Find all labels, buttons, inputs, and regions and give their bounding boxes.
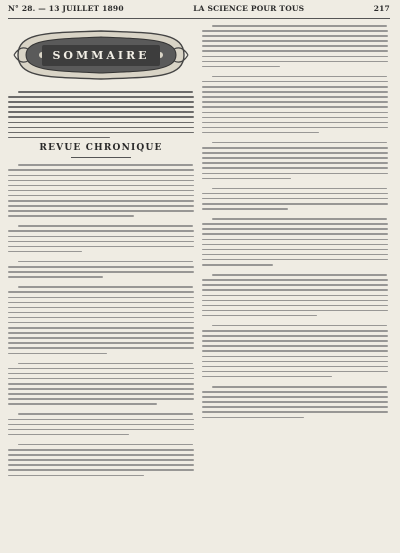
text-line [8, 127, 194, 129]
text-line [202, 35, 388, 37]
text-line [202, 96, 388, 98]
journal-title: LA SCIENCE POUR TOUS [193, 4, 305, 13]
text-line [202, 233, 388, 235]
text-line [202, 361, 388, 363]
text-line [202, 203, 388, 205]
text-line [202, 249, 388, 251]
text-line [202, 117, 388, 119]
text-line [8, 307, 194, 309]
text-line [202, 401, 388, 403]
text-line [202, 315, 317, 317]
text-line [18, 261, 193, 263]
text-line [202, 61, 388, 63]
text-line [202, 167, 388, 169]
text-line [8, 210, 194, 212]
text-line [8, 302, 194, 304]
text-line [8, 297, 194, 299]
text-line [8, 434, 129, 436]
text-line [8, 190, 194, 192]
columns [8, 25, 390, 553]
text-line [8, 424, 194, 426]
text-line [8, 132, 194, 134]
text-line [212, 142, 387, 144]
text-line [202, 244, 388, 246]
text-line [202, 127, 388, 129]
text-line [202, 345, 388, 347]
text-line [202, 157, 388, 159]
text-line [202, 30, 388, 32]
text-line [202, 132, 319, 134]
text-line [202, 66, 280, 68]
text-line [202, 86, 388, 88]
text-line [202, 279, 388, 281]
text-line [212, 325, 387, 327]
text-line [8, 96, 194, 98]
text-line [202, 101, 388, 103]
text-line [8, 111, 194, 113]
text-line [8, 393, 194, 395]
text-line [202, 112, 388, 114]
article-text-left [8, 164, 194, 476]
text-line [8, 195, 194, 197]
text-line [202, 396, 388, 398]
section-title: REVUE CHRONIQUE [39, 143, 163, 154]
text-line [202, 340, 388, 342]
text-line [8, 378, 194, 380]
text-line [8, 251, 82, 253]
text-line [8, 347, 194, 349]
page-header [8, 4, 390, 19]
text-line [202, 411, 388, 413]
text-line [202, 356, 388, 358]
text-line [8, 312, 194, 314]
text-line [202, 295, 388, 297]
text-line [202, 106, 388, 108]
text-line [8, 116, 194, 118]
text-line [202, 305, 388, 307]
text-line [8, 373, 194, 375]
text-line [202, 330, 388, 332]
text-line [202, 284, 388, 286]
text-line [212, 274, 387, 276]
text-line [212, 76, 387, 78]
text-line [8, 353, 107, 355]
text-line [202, 45, 388, 47]
text-line [202, 254, 388, 256]
text-line [202, 264, 273, 266]
text-line [202, 193, 388, 195]
text-line [8, 291, 194, 293]
text-line [202, 310, 388, 312]
text-line [8, 398, 194, 400]
text-line [8, 205, 194, 207]
text-line [202, 223, 388, 225]
text-line [202, 91, 388, 93]
text-line [8, 419, 194, 421]
heading-rule [71, 157, 131, 158]
text-line [8, 236, 194, 238]
text-line [8, 368, 194, 370]
text-line [8, 464, 194, 466]
text-line [202, 40, 388, 42]
text-line [8, 317, 194, 319]
text-line [212, 25, 387, 27]
text-line [18, 164, 193, 166]
text-line [18, 225, 193, 227]
text-line [202, 228, 388, 230]
text-line [8, 137, 110, 139]
text-line [8, 459, 194, 461]
sommaire-text [8, 91, 194, 138]
text-line [8, 230, 194, 232]
text-line [8, 383, 194, 385]
text-line [202, 162, 388, 164]
text-line [202, 178, 291, 180]
text-line [202, 208, 288, 210]
text-line [212, 386, 387, 388]
text-line [8, 175, 194, 177]
text-line [18, 444, 193, 446]
text-line [18, 363, 193, 365]
section-heading [8, 143, 194, 158]
text-line [202, 371, 388, 373]
text-line [202, 81, 388, 83]
sommaire-banner [12, 25, 190, 85]
text-line [8, 241, 194, 243]
text-line [202, 173, 388, 175]
text-line [8, 342, 194, 344]
text-line [202, 56, 388, 58]
text-line [8, 327, 194, 329]
text-line [202, 147, 388, 149]
text-line [8, 403, 157, 405]
text-line [8, 449, 194, 451]
text-line [202, 152, 388, 154]
text-line [8, 215, 134, 217]
text-line [8, 322, 194, 324]
article-text-right [202, 25, 388, 418]
text-line [8, 469, 194, 471]
text-line [212, 188, 387, 190]
text-line [8, 271, 194, 273]
text-line [202, 417, 304, 419]
left-column [8, 25, 194, 553]
text-line [8, 200, 194, 202]
text-line [202, 300, 388, 302]
text-line [8, 337, 194, 339]
sommaire-title: SOMMAIRE [42, 45, 159, 66]
text-line [8, 246, 194, 248]
text-line [202, 239, 388, 241]
text-line [202, 50, 388, 52]
right-column [202, 25, 388, 553]
text-line [8, 101, 194, 103]
text-line [8, 180, 194, 182]
text-line [202, 122, 388, 124]
text-line [202, 376, 332, 378]
text-line [202, 350, 388, 352]
issue-date: N° 28. — 13 JUILLET 1890 [8, 4, 124, 13]
text-line [202, 198, 388, 200]
text-line [202, 259, 388, 261]
page-number: 217 [373, 4, 390, 13]
text-line [8, 332, 194, 334]
text-line [8, 276, 103, 278]
text-line [202, 366, 388, 368]
text-line [8, 454, 194, 456]
text-line [202, 391, 388, 393]
text-line [8, 266, 194, 268]
text-line [8, 122, 194, 124]
text-line [18, 286, 193, 288]
text-line [8, 429, 194, 431]
text-line [202, 406, 388, 408]
text-line [18, 413, 193, 415]
text-line [8, 185, 194, 187]
text-line [8, 475, 144, 477]
text-line [18, 91, 193, 93]
text-line [202, 335, 388, 337]
text-line [8, 169, 194, 171]
text-line [8, 388, 194, 390]
text-line [8, 106, 194, 108]
text-line [212, 218, 387, 220]
text-line [202, 289, 388, 291]
